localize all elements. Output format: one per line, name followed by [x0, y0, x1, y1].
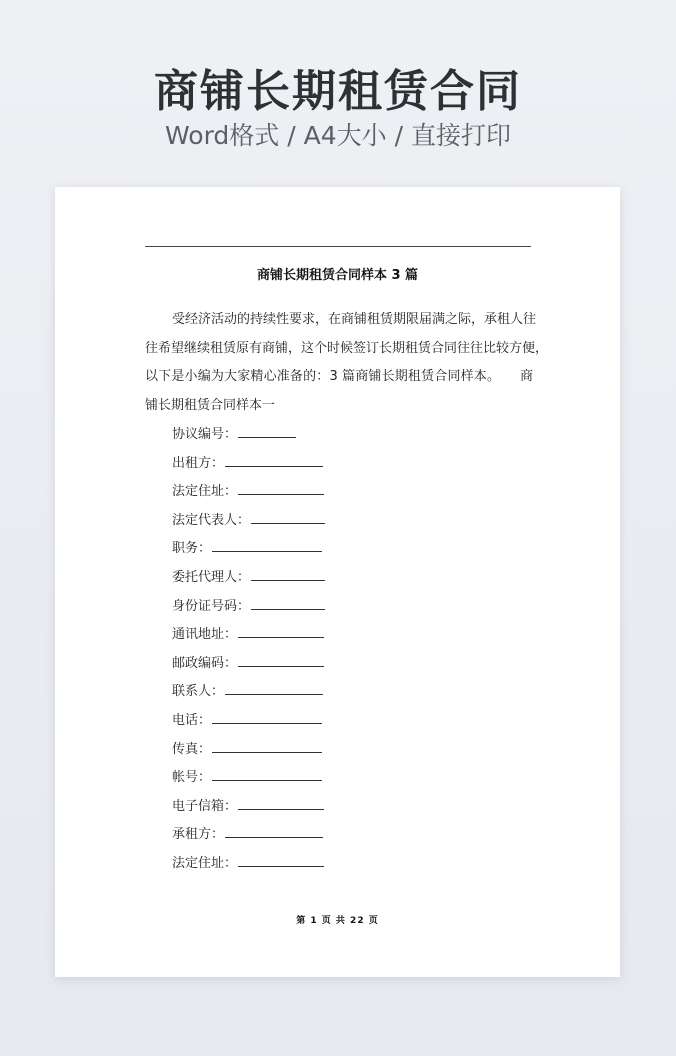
- form-field-label: 联系人：: [172, 684, 225, 700]
- form-field-row: [172, 593, 325, 622]
- header-rule: [145, 246, 531, 247]
- form-field-blank: [251, 511, 325, 524]
- form-field-label: 职务：: [172, 541, 212, 557]
- banner-title: 商铺长期租赁合同: [154, 66, 522, 117]
- form-field-blank: [238, 425, 296, 438]
- form-field-label: 法定代表人：: [172, 512, 251, 528]
- intro-line: 以下是小编为大家精心准备的：3 篇商铺长期租赁合同样本。 商: [145, 369, 533, 385]
- intro-line: 受经济活动的持续性要求，在商铺租赁期限届满之际，承租人往: [172, 312, 537, 327]
- form-field-label: 身份证号码：: [172, 598, 251, 614]
- form-field-label: 传真：: [172, 741, 212, 757]
- form-field-row: [172, 707, 325, 736]
- form-field-row: [172, 650, 325, 679]
- form-field-blank: [212, 539, 322, 552]
- form-field-blank: [225, 454, 323, 467]
- form-field-label: 协议编号：: [172, 427, 238, 442]
- form-field-blank: [238, 854, 324, 867]
- intro-line: 往希望继续租赁原有商铺，这个时候签订长期租赁合同往往比较方便，: [145, 340, 549, 356]
- form-field-blank: [212, 740, 322, 753]
- form-field-row: [172, 821, 325, 850]
- form-field-row: [172, 678, 325, 707]
- form-field-label: 电话：: [172, 712, 212, 728]
- form-field-blank: [212, 711, 322, 724]
- form-field-blank: [225, 825, 323, 838]
- form-field-row: [172, 450, 325, 479]
- form-field-blank: [238, 625, 324, 638]
- page-footer: 第 1 页 共 22 页: [296, 916, 379, 926]
- form-field-row: [172, 736, 325, 765]
- form-field-row: [172, 507, 325, 536]
- form-field-blank: [238, 797, 324, 810]
- document-page: [55, 187, 620, 977]
- form-field-blank: [251, 568, 325, 581]
- form-field-blank: [212, 768, 322, 781]
- form-field-row: [172, 793, 325, 822]
- form-field-row: [172, 621, 325, 650]
- banner-subtitle: Word格式 / A4大小 / 直接打印: [165, 121, 511, 150]
- form-field-label: 通讯地址：: [172, 627, 238, 643]
- form-field-blank: [225, 682, 323, 695]
- form-field-label: 出租方：: [172, 455, 225, 471]
- intro-line: 铺长期租赁合同样本一: [145, 397, 276, 413]
- form-field-row: [172, 564, 325, 593]
- form-field-row: [172, 764, 325, 793]
- form-field-row: [172, 421, 325, 450]
- form-field-label: 帐号：: [172, 770, 212, 786]
- form-field-row: [172, 478, 325, 507]
- form-fields: [172, 421, 325, 879]
- form-field-row: [172, 535, 325, 564]
- form-field-blank: [238, 654, 324, 667]
- form-field-row: [172, 850, 325, 879]
- form-field-label: 邮政编码：: [172, 655, 238, 671]
- form-field-label: 委托代理人：: [172, 569, 251, 585]
- form-field-label: 法定住址：: [172, 855, 238, 871]
- form-field-blank: [238, 482, 324, 495]
- form-field-blank: [251, 597, 325, 610]
- form-field-label: 承租方：: [172, 827, 225, 843]
- form-field-label: 电子信箱：: [172, 798, 238, 814]
- form-field-label: 法定住址：: [172, 484, 238, 500]
- intro-paragraph: [145, 306, 549, 420]
- document-title: 商铺长期租赁合同样本 3 篇: [256, 268, 419, 283]
